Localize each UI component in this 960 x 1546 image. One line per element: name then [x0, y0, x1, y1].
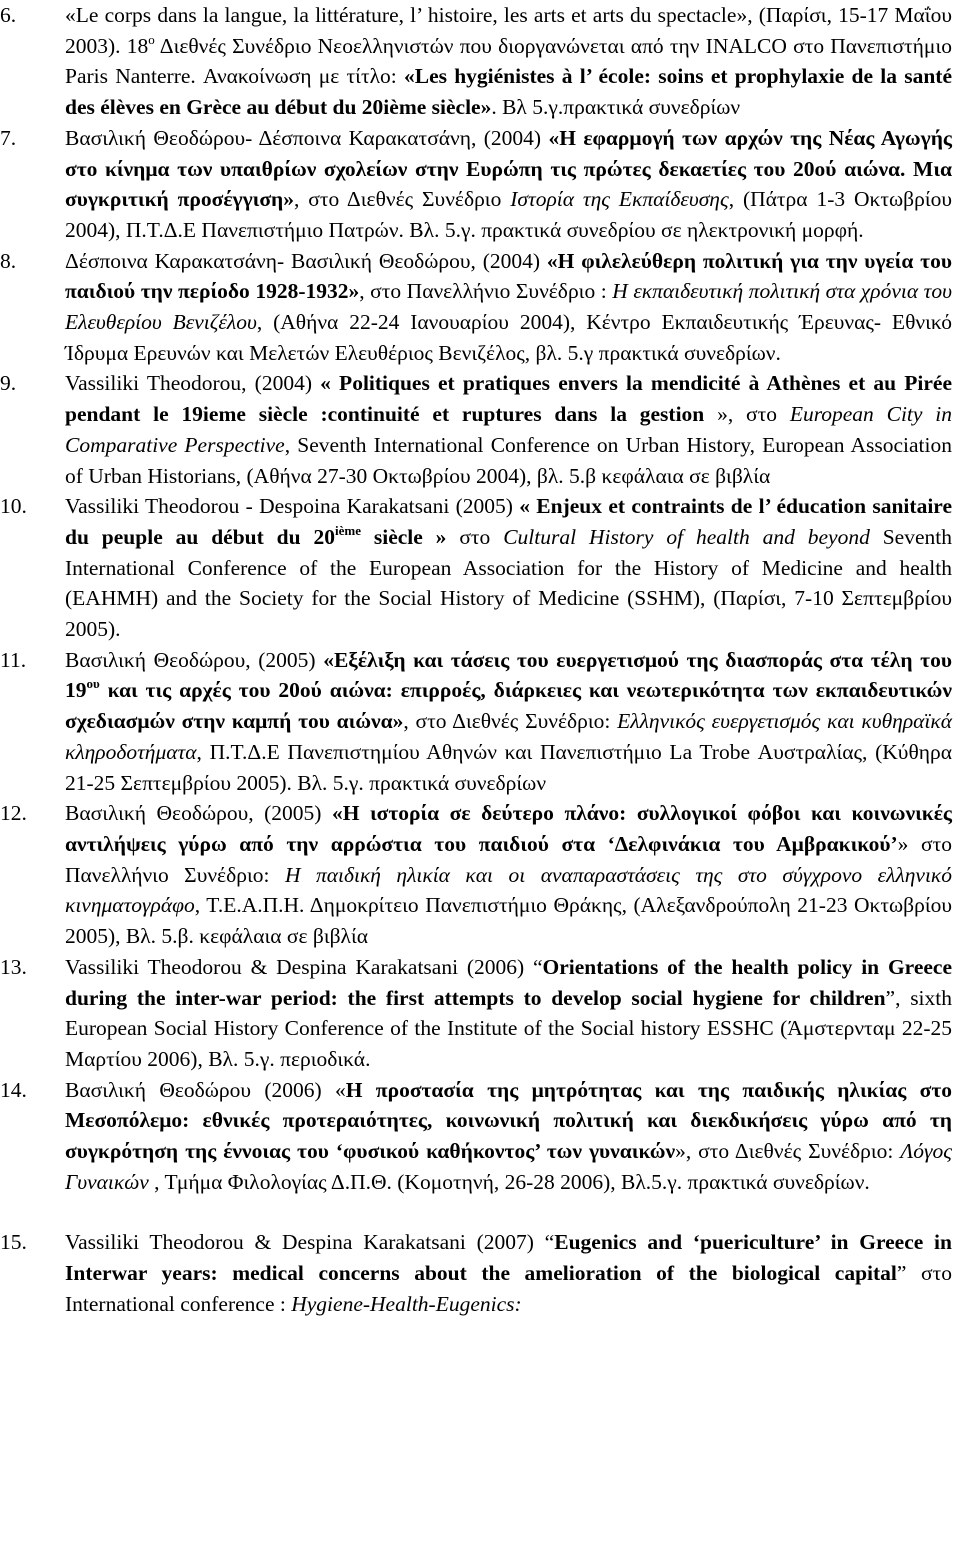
entry-text-part: , στο Διεθνές Συνέδριο:	[403, 709, 618, 734]
spacer	[0, 1197, 960, 1227]
entry-title: «Les hygiénistes à l’ école: soins et prophylaxie de la santé des élèves en Grèce au début du 20ième siècle»	[65, 64, 952, 120]
entry-text-part: , (Πάτρα 1-3 Οκτωβρίου 2004), Π.Τ.Δ.Ε Πανεπιστήμιο Πατρών. Βλ. 5.γ. πρακτικά συνεδρίου σε ηλεκτρονική μορφή.	[65, 187, 952, 242]
entry-venue: Λόγος Γυναικών	[65, 1139, 952, 1194]
entry-venue: Ιστορία της Εκπαίδευσης	[510, 187, 729, 212]
bibliography-entry-12	[0, 798, 960, 952]
bibliography-entry-8	[0, 246, 960, 369]
superscript: ième	[334, 522, 361, 538]
entry-text-part: Βασιλική Θεοδώρου, (2005)	[65, 647, 324, 672]
entry-text-part: Βασιλική Θεοδώρου, (2005)	[65, 801, 332, 826]
entry-number: 12.	[0, 801, 27, 826]
bibliography-entry-9	[0, 368, 960, 491]
bibliography-entry-6	[0, 0, 960, 123]
entry-title: siècle »	[360, 524, 447, 549]
superscript: ου	[86, 676, 100, 692]
entry-text-part: , Seventh International Conference on Urban History, European Association of Urban Historians, (Αθήνα 27-30 Οκτωβρίου 2004), βλ. 5.β κεφάλαια σε βιβλία	[65, 432, 953, 488]
entry-text	[65, 955, 952, 1071]
entry-text-part: , Π.Τ.Δ.Ε Πανεπιστημίου Αθηνών και Πανεπιστήμιο La Trobe Αυστραλίας, (Κύθηρα 21-25 Σεπτεμβρίου 2005). Βλ. 5.γ. πρακτικά συνεδρίων	[65, 739, 952, 795]
entry-text	[65, 371, 952, 487]
entry-number: 6.	[0, 3, 17, 27]
entry-number: 11.	[0, 647, 27, 672]
entry-text	[65, 494, 952, 641]
superscript: ο	[148, 31, 155, 47]
entry-text-part: Δέσποινα Καρακατσάνη- Βασιλική Θεοδώρου, (2004)	[65, 248, 547, 273]
entry-text	[65, 3, 952, 119]
entry-text	[65, 126, 952, 242]
entry-text-part: ” στο International conference :	[65, 1261, 952, 1316]
entry-text	[65, 1078, 952, 1194]
entry-text-part: Vassiliki Theodorou, (2004)	[65, 371, 321, 396]
entry-title: «Η φιλελεύθερη πολιτική για την υγεία του παιδιού την περίοδο 1928-1932»	[65, 248, 952, 304]
entry-text-part: », στο Διεθνές Συνέδριο:	[675, 1139, 901, 1164]
entry-number: 15.	[0, 1230, 27, 1255]
entry-text	[65, 249, 952, 365]
entry-text-part: Βασιλική Θεοδώρου (2006) «	[65, 1077, 346, 1102]
bibliography-entry-13	[0, 952, 960, 1075]
entry-text-part: . Βλ 5.γ.πρακτικά συνεδρίων	[491, 95, 741, 120]
entry-text-part: στο	[446, 524, 504, 549]
bibliography-entry-10	[0, 491, 960, 645]
entry-venue: Η εκπαιδευτική πολιτική στα χρόνια του Ελευθερίου Βενιζέλου	[65, 279, 952, 335]
entry-text-part: », στο	[704, 402, 790, 427]
entry-venue: Cultural History of health and beyond	[503, 524, 870, 549]
entry-title: « Politiques et pratiques envers la mendicité à Athènes et au Pirée pendant le 19ieme siècle :continuité et ruptures dans la gestion	[65, 371, 952, 427]
entry-text	[65, 1230, 952, 1315]
entry-number: 14.	[0, 1077, 27, 1102]
entry-text	[65, 648, 952, 795]
entry-venue: Η παιδική ηλικία και οι αναπαραστάσεις της στο σύγχρονο ελληνικό κινηματογράφο	[65, 862, 953, 918]
entry-text-part: ”, sixth European Social History Conference of the Institute of the Social history ESSHC (Άμστερνταμ 22-25 Μαρτίου 2006), Βλ. 5.γ. περιοδικά.	[65, 985, 953, 1071]
entry-title: «Η ιστορία σε δεύτερο πλάνο: συλλογικοί φόβοι και κοινωνικές αντιλήψεις γύρω από την αρρώστια του παιδιού στα ‘Δελφινάκια του Αμβρακικού’	[65, 801, 952, 856]
entry-text-part: Vassiliki Theodorou & Despina Karakatsani (2007) “	[65, 1230, 555, 1255]
entry-number: 7.	[0, 125, 17, 150]
entry-venue: Ελληνικός ευεργετισμός και κυθηραϊκά κληροδοτήματα	[65, 709, 952, 764]
entry-text-part: » στο Πανελλήνιο Συνέδριο:	[65, 831, 952, 887]
bibliography-entry-11	[0, 645, 960, 799]
entry-text-part: , στο Πανελλήνιο Συνέδριο :	[359, 279, 613, 304]
entry-venue: European City in Comparative Perspective	[65, 402, 952, 457]
entry-title: και τις αρχές του 20ού αιώνα: επιρροές, διάρκειες και νεωτερικότητα των εκπαιδευτικών σχεδιασμών στην καμπή του αιώνα»	[65, 678, 952, 734]
entry-number: 13.	[0, 954, 27, 979]
entry-number: 9.	[0, 371, 17, 396]
entry-title: Η προστασία της μητρότητας και της παιδικής ηλικίας στο Μεσοπόλεμο: εθνικές προτεραιότητες, κοινωνική πολιτική και διεκδικήσεις γύρω από τη συγκρότηση της έννοιας του ‘φυσικού καθήκοντος’ των γυναικών	[65, 1077, 952, 1164]
entry-text-part: Vassiliki Theodorou & Despina Karakatsani (2006) “	[65, 954, 543, 979]
bibliography-entry-7	[0, 123, 960, 246]
bibliography-entry-14	[0, 1075, 960, 1198]
entry-title: «Η εφαρμογή των αρχών της Νέας Αγωγής στο κίνημα των υπαιθρίων σχολείων στην Ευρώπη τις πρώτες δεκαετίες του 20ού αιώνα. Μια συγκριτική προσέγγιση»	[65, 125, 952, 212]
entry-text	[65, 801, 952, 948]
entry-text-part: Βασιλική Θεοδώρου- Δέσποινα Καρακατσάνη, (2004)	[65, 125, 549, 150]
entry-text-part: Vassiliki Theodorou - Despoina Karakatsani (2005)	[65, 494, 520, 519]
entry-text-part: , (Αθήνα 22-24 Ιανουαρίου 2004), Κέντρο Εκπαιδευτικής Έρευνας- Εθνικό Ίδρυμα Ερευνών και Μελετών Ελευθέριος Βενιζέλος, βλ. 5.γ πρακτικά συνεδρίων.	[65, 310, 952, 365]
entry-text-part: Διεθνές Συνέδριο Νεοελληνιστών που διοργανώνεται από την INALCO στο Πανεπιστήμιο Paris Nanterre. Ανακοίνωση με τίτλο:	[65, 33, 952, 89]
entry-text-part: , Τμήμα Φιλολογίας Δ.Π.Θ. (Κομοτηνή, 26-28 2006), Βλ.5.γ. πρακτικά συνεδρίων.	[148, 1169, 870, 1194]
entry-venue: Hygiene-Health-Eugenics:	[291, 1291, 522, 1316]
entry-title: Eugenics and ‘puericulture’ in Greece in Interwar years: medical concerns about the amelioration of the biological capital	[65, 1230, 952, 1286]
entry-text-part: «Le corps dans la langue, la littérature, l’ histoire, les arts et arts du spectacle», (Παρίσι, 15-17 Μαΐου 2003). 18	[65, 3, 952, 58]
entry-number: 8.	[0, 248, 17, 273]
entry-title: «Εξέλιξη και τάσεις του ευεργετισμού της διασποράς στα τέλη του 19	[65, 647, 952, 703]
entry-title: Orientations of the health policy in Greece during the inter-war period: the first attempts to develop social hygiene for children	[65, 954, 952, 1010]
entry-title: « Enjeux et contraints de l’ éducation sanitaire du peuple au début du 20	[65, 494, 952, 549]
entry-text-part: , στο Διεθνές Συνέδριο	[293, 187, 511, 212]
entry-text-part: , Τ.Ε.Α.Π.Η. Δημοκρίτειο Πανεπιστήμιο Θράκης, (Αλεξανδρούπολη 21-23 Οκτωβρίου 2005), Βλ. 5.β. κεφάλαια σε βιβλία	[65, 893, 952, 949]
bibliography-entry-15	[0, 1227, 960, 1319]
entry-text-part: Seventh International Conference of the European Association for the History of Medicine and health (EAHMH) and the Society for the Social History of Medicine (SSHM), (Παρίσι, 7-10 Σεπτεμβρίου 2005).	[65, 524, 952, 642]
entry-number: 10.	[0, 494, 27, 519]
